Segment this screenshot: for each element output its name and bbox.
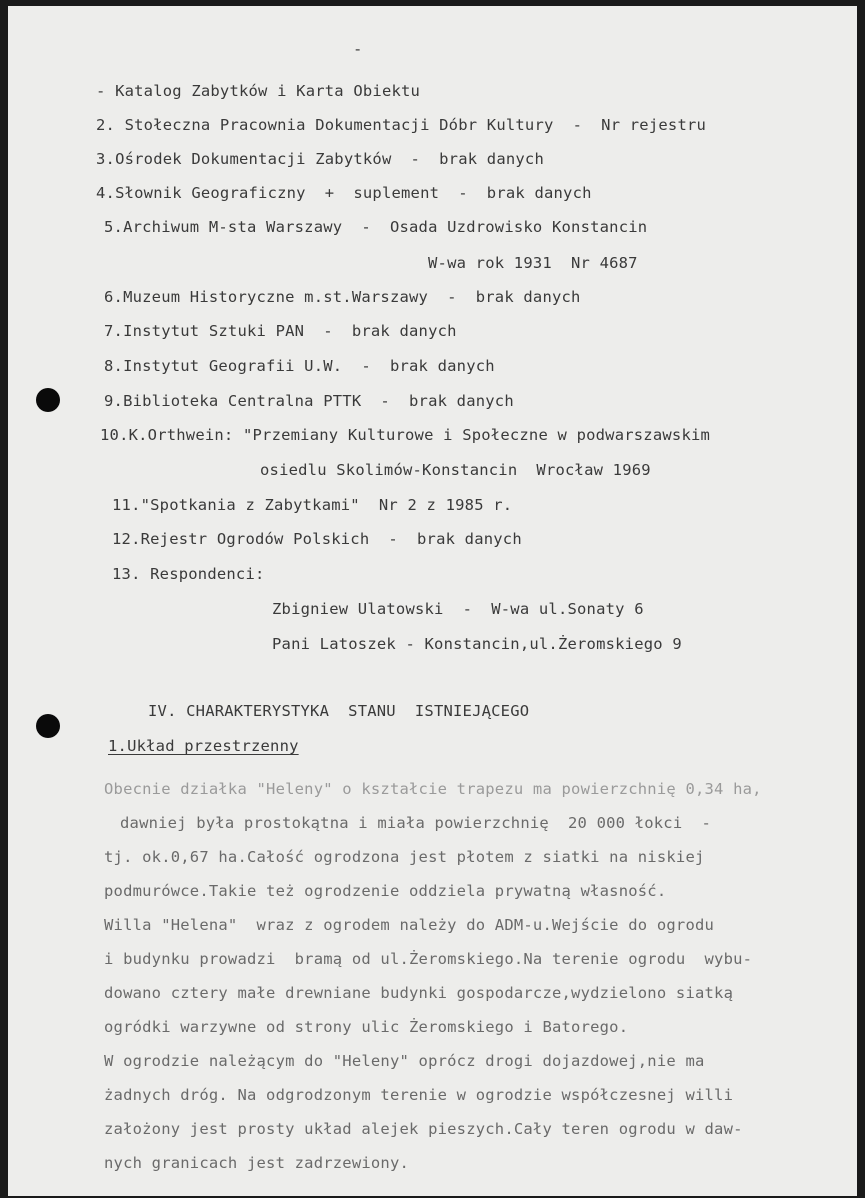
punch-hole-top — [36, 388, 60, 412]
source-item: 9.Biblioteka Centralna PTTK - brak danych — [104, 392, 514, 410]
source-item: - Katalog Zabytków i Karta Obiektu — [96, 82, 421, 100]
source-item: 12.Rejestr Ogrodów Polskich - brak danych — [112, 530, 522, 548]
subsection-heading: 1.Układ przestrzenny — [108, 737, 299, 755]
body-line: W ogrodzie należącym do "Heleny" oprócz drogi dojazdowej,nie ma — [104, 1052, 705, 1070]
body-line: dawniej była prostokątna i miała powierzchnię 20 000 łokci - — [120, 814, 711, 832]
source-item: 6.Muzeum Historyczne m.st.Warszawy - brak danych — [104, 288, 581, 306]
body-line: tj. ok.0,67 ha.Całość ogrodzona jest płotem z siatki na niskiej — [104, 848, 705, 866]
body-line: nych granicach jest zadrzewiony. — [104, 1154, 410, 1172]
source-item: 5.Archiwum M-sta Warszawy - Osada Uzdrowisko Konstancin — [104, 218, 648, 236]
source-item: 4.Słownik Geograficzny + suplement - brak danych — [96, 184, 592, 202]
source-item-continuation: osiedlu Skolimów-Konstancin Wrocław 1969 — [260, 461, 651, 479]
body-line: założony jest prosty układ alejek pieszych.Cały teren ogrodu w daw- — [104, 1120, 743, 1138]
respondent: Zbigniew Ulatowski - W-wa ul.Sonaty 6 — [272, 600, 644, 618]
punch-hole-bottom — [36, 714, 60, 738]
body-line: Willa "Helena" wraz z ogrodem należy do ADM-u.Wejście do ogrodu — [104, 916, 715, 934]
document-page — [8, 6, 857, 1196]
source-item: 8.Instytut Geografii U.W. - brak danych — [104, 357, 495, 375]
source-item: 2. Stołeczna Pracownia Dokumentacji Dóbr Kultury - Nr rejestru — [96, 116, 707, 134]
source-item: 3.Ośrodek Dokumentacji Zabytków - brak danych — [96, 150, 544, 168]
page-marker: - — [353, 40, 363, 58]
body-line: i budynku prowadzi bramą od ul.Żeromskiego.Na terenie ogrodu wybu- — [104, 950, 753, 968]
respondent: Pani Latoszek - Konstancin,ul.Żeromskiego 9 — [272, 635, 682, 653]
source-item: 7.Instytut Sztuki PAN - brak danych — [104, 322, 457, 340]
body-line: żadnych dróg. Na odgrodzonym terenie w ogrodzie współczesnej willi — [104, 1086, 734, 1104]
source-item: 10.K.Orthwein: "Przemiany Kulturowe i Społeczne w podwarszawskim — [100, 426, 711, 444]
body-line: podmurówce.Takie też ogrodzenie oddziela prywatną własność. — [104, 882, 667, 900]
source-item-continuation: W-wa rok 1931 Nr 4687 — [428, 254, 638, 272]
body-line: dowano cztery małe drewniane budynki gospodarcze,wydzielono siatką — [104, 984, 734, 1002]
section-heading: IV. CHARAKTERYSTYKA STANU ISTNIEJĄCEGO — [148, 702, 530, 720]
body-line: Obecnie działka "Heleny" o kształcie trapezu ma powierzchnię 0,34 ha, — [104, 780, 762, 798]
source-item: 11."Spotkania z Zabytkami" Nr 2 z 1985 r. — [112, 496, 513, 514]
source-item: 13. Respondenci: — [112, 565, 265, 583]
body-line: ogródki warzywne od strony ulic Żeromskiego i Batorego. — [104, 1018, 629, 1036]
